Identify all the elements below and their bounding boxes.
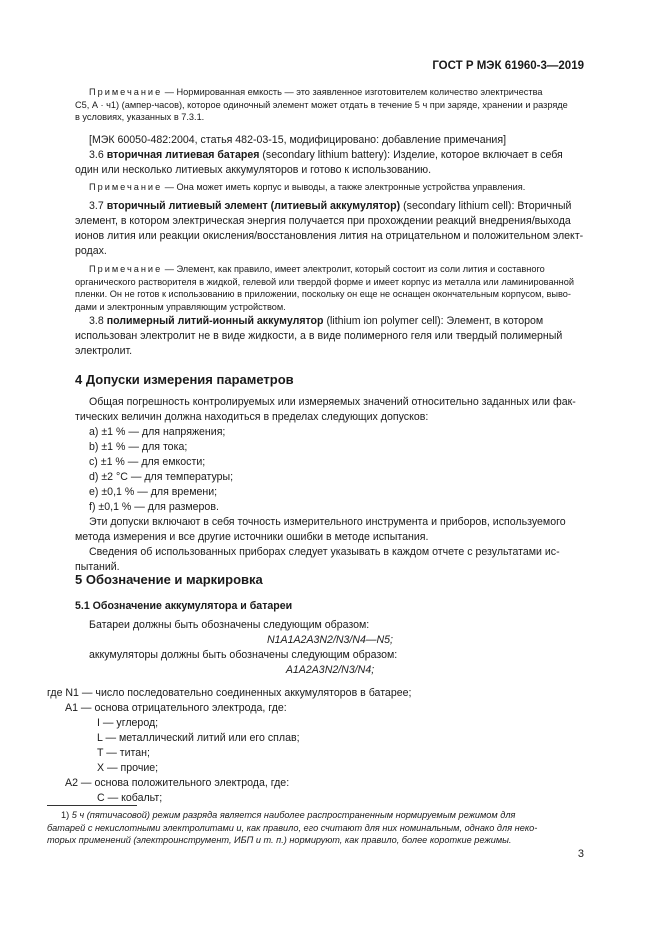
section-4-body: Общая погрешность контролируемых или измеряемых значений относительно заданных или фак- тических величин должна находиться в пределах следующих допусков: a) ±1 % — для напряжения; b) ±1 % — для тока; c) ±1 % — для емкости; d) ±2 °С — для температуры; e) ±0,1 % — для времени; f) ±0,1 % — для размеров. Эти допуски включают в себя точность измерительного инструмента и приборов, используемого метода измерения и все другие источники ошибки в методе испытания. Сведения об использованных приборах следует указывать в каждом отчете с результатами ис- пытаний. — [75, 395, 585, 575]
term: вторичный литиевый элемент (литиевый аккумулятор) — [106, 200, 401, 212]
list-item: b) ±1 % — для тока; — [89, 441, 188, 453]
document-header: ГОСТ Р МЭК 61960-3—2019 — [432, 60, 584, 72]
note-label: Примечание — [89, 87, 163, 97]
footnote-mark: 1) — [61, 810, 70, 820]
subsection-5-1-title: 5.1 Обозначение аккумулятора и батареи — [75, 600, 293, 612]
definition-3-6: [МЭК 60050-482:2004, статья 482-03-15, модифицировано: добавление примечания] 3.6 вторичная литиевая батарея (secondary lithium battery): Изделие, которое включает в себя один или несколько литиевых аккумуляторов и готово к использованию. — [75, 133, 585, 178]
list-item: X — прочие; — [97, 762, 159, 774]
list-item: I — углерод; — [97, 717, 159, 729]
term: вторичная литиевая батарея — [106, 149, 260, 161]
list-item: d) ±2 °С — для температуры; — [89, 471, 234, 483]
note-battery-case: Примечание — Она может иметь корпус и выводы, а также электронные устройства управления. — [89, 182, 526, 192]
list-item: T — титан; — [97, 747, 150, 759]
list-item: c) ±1 % — для емкости; — [89, 456, 206, 468]
reference-line: [МЭК 60050-482:2004, статья 482-03-15, модифицировано: добавление примечания] — [89, 134, 507, 146]
list-item: C — кобальт; — [97, 792, 163, 804]
list-item: L — металлический литий или его сплав; — [97, 732, 300, 744]
list-item: f) ±0,1 % — для размеров. — [89, 501, 219, 513]
section-5-title: 5 Обозначение и маркировка — [75, 572, 263, 587]
section-4-title: 4 Допуски измерения параметров — [75, 372, 294, 387]
designation-legend: где N1 — число последовательно соединенных аккумуляторов в батарее; A1 — основа отрицательного электрода, где: I — углерод; L — металлический литий или его сплав; T — титан; X — прочие; A2 — основа положительного электрода, где: C — кобальт; — [47, 686, 585, 806]
tolerance-list — [75, 425, 585, 515]
note-rated-capacity: Примечание — Нормированная емкость — это заявленное изготовителем количество электричества C5, А · ч1) (ампер-часов), которое одиночный элемент может отдать в течение 5 ч при заряде, хранении и разряде в условиях, указанных в 7.3.1. — [75, 87, 568, 122]
page-number: 3 — [577, 848, 584, 860]
term: полимерный литий-ионный аккумулятор — [106, 315, 324, 327]
definition-3-8: 3.8 полимерный литий-ионный аккумулятор (lithium ion polymer cell): Элемент, в котором использован электролит не в виде жидкости, а в виде полимерного геля или твердый полимерный электролит. — [75, 315, 563, 357]
note-cell-electrolyte: Примечание — Элемент, как правило, имеет электролит, который состоит из соли лития и составного органического растворителя в жидкой, гелевой или твердой форме и имеет корпус из металла или ламинированной пленки. Он не готов к использованию в приложении, поскольку он еще не оснащен окончательным корпусом, выво- дами и электронным управляющим устройством. — [75, 264, 574, 312]
definition-3-7: 3.7 вторичный литиевый элемент (литиевый аккумулятор) (secondary lithium cell): Вторичный элемент, в котором электрическая энергия получается при прохождении реакций внедрения/выхода ионов лития или реакции окисления/восстановления лития на отрицательном и положительном элект- родах. — [75, 200, 584, 257]
list-item: a) ±1 % — для напряжения; — [89, 426, 226, 438]
accumulator-formula: A1A2A3N2/N3/N4; — [285, 664, 375, 676]
footnote: 1) 5 ч (пятичасовой) режим разряда является наиболее распространенным нормируемым режимом для батарей с некислотными электролитами и, как правило, его считают для них номинальным, однако для неко- торых применений (электроинструмент, ИБП и т. п.) нормируют, как правило, более короткие режимы. — [47, 810, 538, 845]
list-item: e) ±0,1 % — для времени; — [89, 486, 218, 498]
section-5-body: Батареи должны быть обозначены следующим образом: N1A1A2A3N2/N3/N4—N5; аккумуляторы должны быть обозначены следующим образом: A1A2A3N2/N3/N4; — [75, 618, 585, 678]
battery-formula: N1A1A2A3N2/N3/N4—N5; — [266, 634, 393, 646]
footnote-divider — [47, 805, 137, 806]
